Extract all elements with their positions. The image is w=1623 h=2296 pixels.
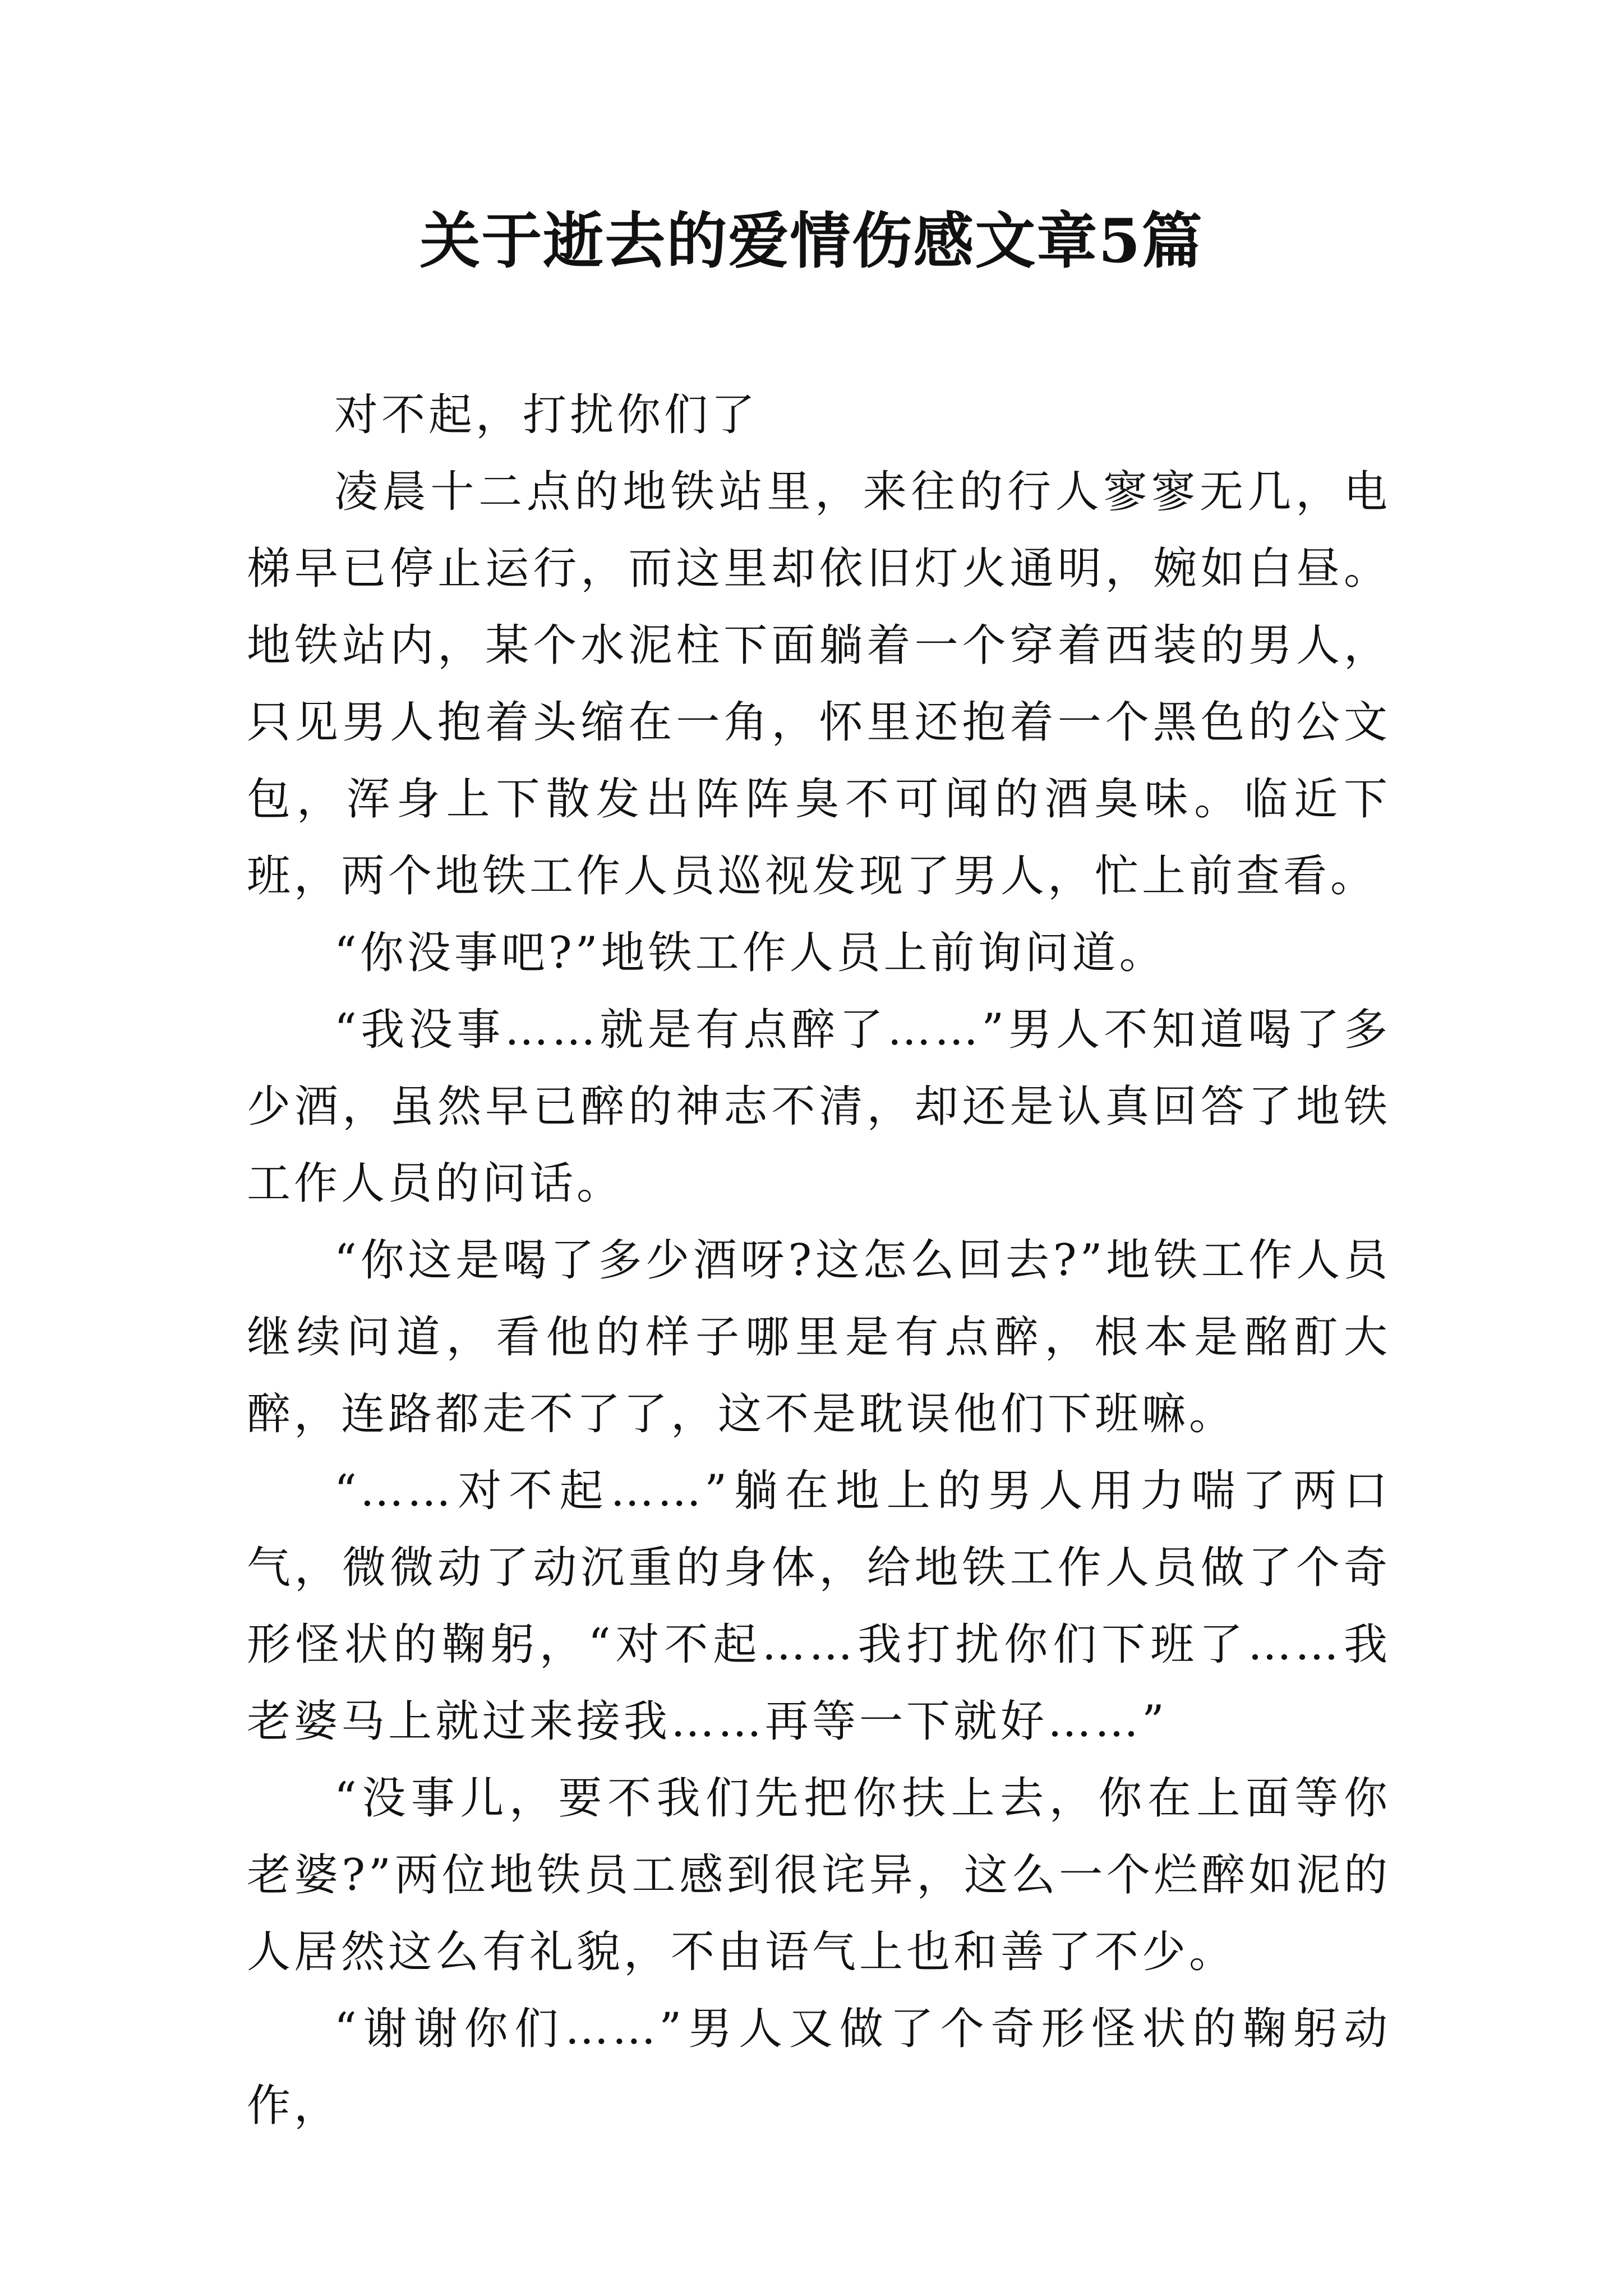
paragraph: “没事儿，要不我们先把你扶上去，你在上面等你老婆?”两位地铁员工感到很诧异，这么一个烂醉如泥的人居然这么有礼貌，不由语气上也和善了不少。 bbox=[247, 1773, 1391, 1977]
paragraph: “谢谢你们……”男人又做了个奇形怪状的鞠躬动作， bbox=[247, 2004, 1391, 2131]
document-title: 关于逝去的爱情伤感文章5篇 bbox=[419, 206, 1204, 277]
paragraph: 凌晨十二点的地铁站里，来往的行人寥寥无几，电梯早已停止运行，而这里却依旧灯火通明，婉如白昼。地铁站内，某个水泥柱下面躺着一个穿着西装的男人，只见男人抱着头缩在一角，怀里还抱着一个黑色的公文包，浑身上下散发出阵阵臭不可闻的酒臭味。临近下班，两个地铁工作人员巡视发现了男人，忙上前查看。 bbox=[247, 467, 1391, 901]
paragraph: “你没事吧?”地铁工作人员上前询问道。 bbox=[334, 928, 1166, 978]
paragraph: “……对不起……”躺在地上的男人用力喘了两口气，微微动了动沉重的身体，给地铁工作人员做了个奇形怪状的鞠躬，“对不起……我打扰你们下班了……我老婆马上就过来接我……再等一下就好……” bbox=[247, 1466, 1391, 1747]
document-body bbox=[247, 377, 1391, 2145]
paragraph: “我没事……就是有点醉了……”男人不知道喝了多少酒，虽然早已醉的神志不清，却还是认真回答了地铁工作人员的问话。 bbox=[247, 1005, 1391, 1209]
paragraph-subtitle: 对不起，打扰你们了 bbox=[334, 390, 759, 440]
paragraph: “你这是喝了多少酒呀?这怎么回去?”地铁工作人员继续问道，看他的样子哪里是有点醉，根本是酩酊大醉，连路都走不了了，这不是耽误他们下班嘛。 bbox=[247, 1235, 1391, 1439]
